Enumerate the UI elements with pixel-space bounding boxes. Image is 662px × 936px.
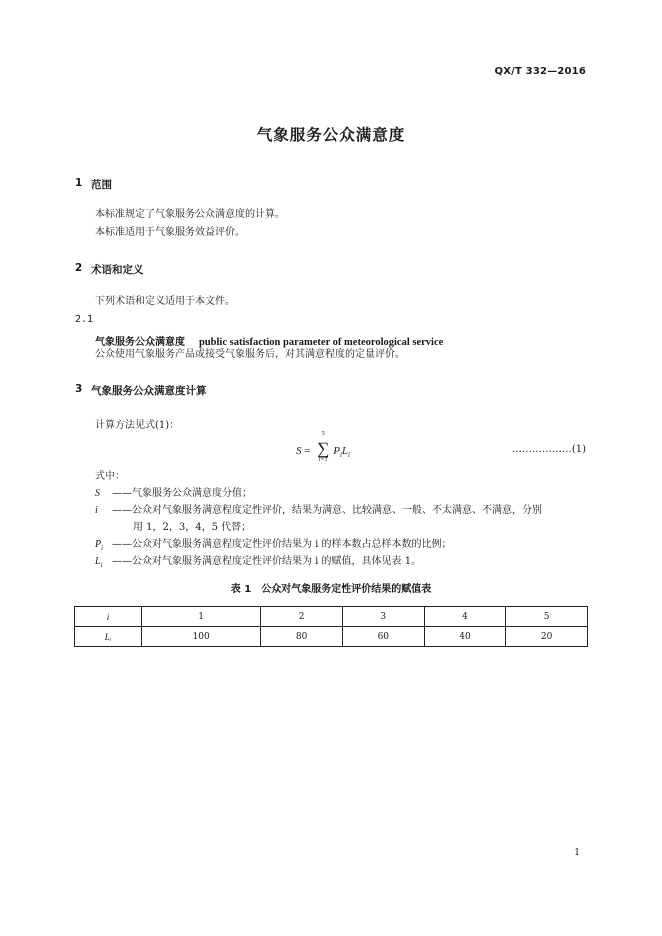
var-l-symbol: $L_i$ [95,556,103,569]
var-p [95,538,452,555]
table-cell: 40 [424,627,506,647]
var-p-symbol: $P_i$ [95,539,104,552]
table-cell: 60 [342,627,424,647]
var-i-symbol: i [95,505,98,516]
table-cell: 100 [142,627,261,647]
sum-upper-limit: 5 [321,431,325,437]
section-3-title: 气象服务公众满意度计算 [91,385,207,397]
where-label: 式中： [95,471,125,482]
section-1-heading [0,177,662,191]
table-cell: 1 [142,607,261,627]
formula-l: L [341,445,349,457]
var-l [95,555,421,572]
var-p-desc: ——公众对气象服务满意程度定性评价结果为 i 的样本数占总样本数的比例； [112,539,452,550]
section-1-para-1: 本标准规定了气象服务公众满意度的计算。 [95,209,285,220]
sum-lower-limit: i=1 [318,457,328,463]
formula-equals: = [304,445,311,457]
value-table [74,606,588,647]
table-caption: 表 1 公众对气象服务定性评价结果的赋值表 [230,584,432,595]
var-s [95,487,252,501]
var-i [95,504,542,518]
var-l-desc: ——公众对气象服务满意程度定性评价结果为 i 的赋值，具体见表 1。 [112,556,422,567]
formula-lhs: S [296,445,302,457]
section-2-title: 术语和定义 [91,264,144,276]
table-cell: 3 [342,607,424,627]
formula-p: P [333,445,340,457]
term-line [95,330,443,349]
section-2-heading [0,262,662,276]
term-english: public satisfaction parameter of meteorological service [199,337,444,348]
table-row [75,627,588,647]
section-3-number: 3 [75,383,83,395]
standard-code: QX/T 332—2016 [494,66,586,77]
var-i-continuation: 用 1，2，3，4，5 代替； [133,522,252,533]
clause-number: 2.1 [75,314,94,325]
term-definition: 公众使用气象服务产品或接受气象服务后，对其满意程度的定量评价。 [95,349,405,360]
section-1-title: 范围 [91,179,112,191]
table-cell: 80 [261,627,343,647]
var-s-desc: ——气象服务公众满意度分值； [112,488,252,499]
table-cell: 5 [506,607,588,627]
var-i-desc: ——公众对气象服务满意程度定性评价，结果为满意、比较满意、一般、不太满意、不满意，分别 [112,505,542,516]
formula-l-sub: i [348,451,350,460]
section-3-heading [0,383,662,397]
equation-number: ………………(1) [511,444,586,455]
summation-symbol [315,431,331,463]
var-s-symbol: S [95,488,100,499]
document-title: 气象服务公众满意度 [256,126,406,144]
formula-p-sub: i [339,451,342,460]
table-cell: i [75,607,142,627]
table-row [75,607,588,627]
table-cell: 20 [506,627,588,647]
formula-1 [296,431,350,463]
table-cell: Lᵢ [75,627,142,647]
section-2-number: 2 [75,262,83,274]
page-number: 1 [574,848,580,858]
table-cell: 4 [424,607,506,627]
section-1-number: 1 [75,177,83,189]
sigma-icon: ∑ [317,439,330,458]
table-cell: 2 [261,607,343,627]
term-chinese: 气象服务公众满意度 [95,337,185,348]
formula-intro: 计算方法见式(1)： [95,420,180,431]
section-1-para-2: 本标准适用于气象服务效益评价。 [95,227,245,238]
section-2-para-1: 下列术语和定义适用于本文件。 [95,296,235,307]
